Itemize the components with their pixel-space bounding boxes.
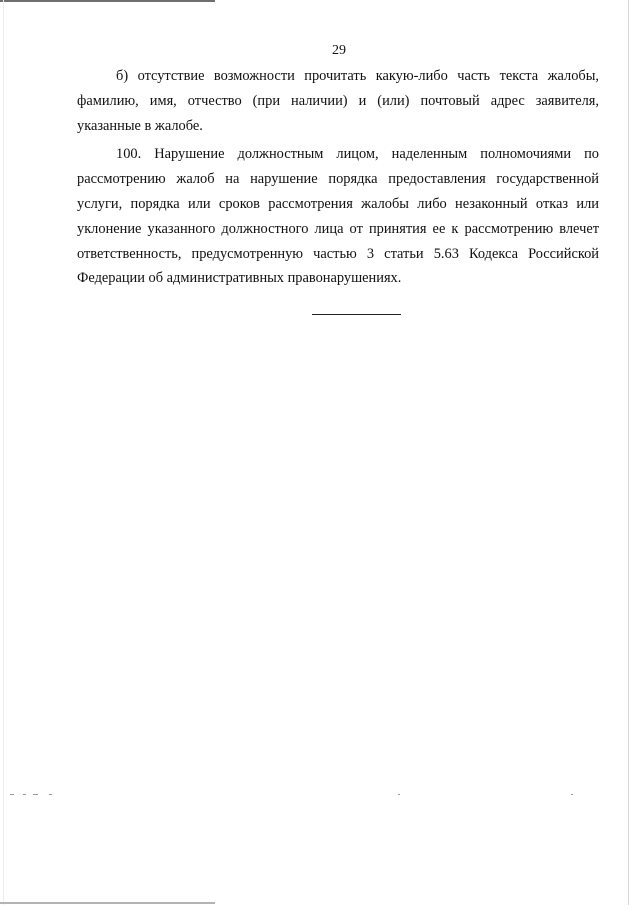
scan-speck — [49, 794, 52, 795]
scan-speck — [23, 794, 26, 795]
scan-speck — [10, 794, 14, 795]
paragraph-100: 100. Нарушение должностным лицом, наделенным полномочиями по рассмотрению жалоб на нарушение порядка предоставления государственной услуги, порядка или сроков рассмотрения жалобы либо незаконный отказ или уклонение указанного должностного лица от принятия ее к рассмотрению влечет ответственность, предусмотренную частью 3 статьи 5.63 Кодекса Российской Федерации об административных правонарушениях. — [77, 146, 599, 287]
page-number: 29 — [332, 43, 346, 58]
scan-speck — [398, 794, 400, 795]
section-divider — [312, 314, 401, 315]
paragraph-b: б) отсутствие возможности прочитать какую-либо часть текста жалобы, фамилию, имя, отчество (при наличии) и (или) почтовый адрес заявителя, указанные в жалобе. — [77, 68, 599, 134]
scan-edge-bottom — [0, 902, 215, 904]
scan-edge-left — [3, 0, 4, 905]
scan-edge-top — [0, 0, 215, 2]
body-text — [77, 64, 599, 295]
scan-edge-right — [628, 0, 629, 905]
scan-speck — [571, 794, 573, 795]
scan-speck — [33, 794, 38, 795]
